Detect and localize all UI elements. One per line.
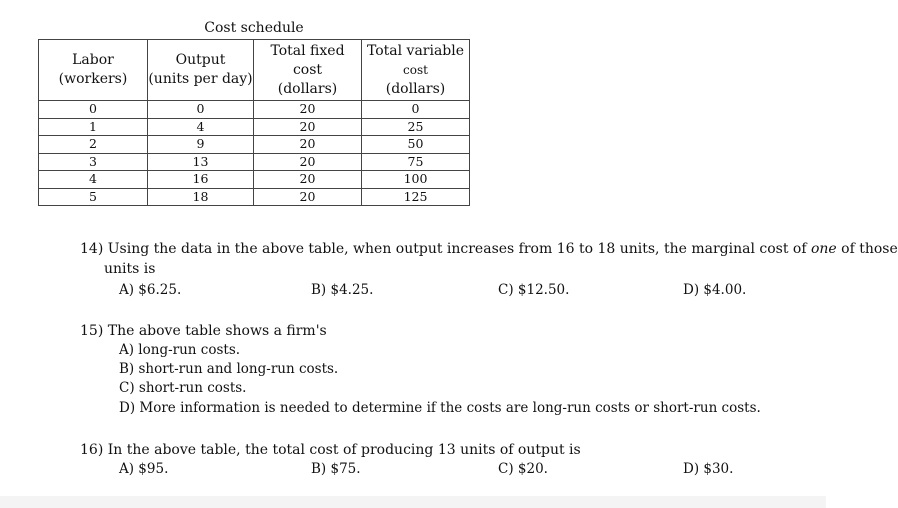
header-labor-line1: Labor	[72, 52, 114, 68]
q16-option-b: B) $75.	[311, 461, 361, 477]
cell-tvc: 0	[362, 101, 470, 119]
table-header-row	[39, 40, 470, 101]
q14-option-b: B) $4.25.	[311, 282, 374, 298]
cell-tvc: 125	[362, 188, 470, 206]
table-row	[39, 188, 470, 206]
header-labor	[39, 40, 148, 101]
q14-option-a: A) $6.25.	[119, 282, 182, 298]
q15-option-b: B) short-run and long-run costs.	[119, 361, 339, 377]
q14-option-c: C) $12.50.	[498, 282, 570, 298]
q14-emphasis: one	[810, 241, 837, 257]
table-caption: Cost schedule	[204, 20, 304, 36]
table-row	[39, 171, 470, 189]
q15-option-a: A) long-run costs.	[119, 342, 241, 358]
question-14-text	[80, 241, 898, 257]
cell-labor: 1	[39, 118, 148, 136]
cell-output: 13	[148, 153, 254, 171]
cell-tfc: 20	[254, 153, 362, 171]
header-labor-line2: (workers)	[58, 71, 128, 87]
table-row	[39, 118, 470, 136]
header-total-fixed-cost	[254, 40, 362, 101]
cell-output: 18	[148, 188, 254, 206]
header-tfc-line2: (dollars)	[277, 80, 338, 97]
header-output	[148, 40, 254, 101]
header-tvc-line1: Total variable	[366, 42, 465, 59]
cell-labor: 5	[39, 188, 148, 206]
q16-option-d: D) $30.	[683, 461, 734, 477]
cell-tvc: 50	[362, 136, 470, 154]
cost-schedule-table	[38, 39, 470, 206]
header-output-line2: (units per day)	[148, 71, 253, 87]
header-tvc-line3: (dollars)	[385, 80, 446, 97]
cell-output: 0	[148, 101, 254, 119]
cell-output: 4	[148, 118, 254, 136]
table-row	[39, 136, 470, 154]
q14-text-before: 14) Using the data in the above table, when output increases from 16 to 18 units, the marginal cost of	[80, 241, 811, 257]
cell-tfc: 20	[254, 136, 362, 154]
cell-tfc: 20	[254, 171, 362, 189]
cell-tfc: 20	[254, 101, 362, 119]
header-output-line1: Output	[175, 52, 226, 68]
cell-labor: 3	[39, 153, 148, 171]
cell-tfc: 20	[254, 188, 362, 206]
cell-tfc: 20	[254, 118, 362, 136]
q15-option-c: C) short-run costs.	[119, 380, 247, 396]
cell-tvc: 25	[362, 118, 470, 136]
q16-option-a: A) $95.	[119, 461, 169, 477]
cell-tvc: 75	[362, 153, 470, 171]
cell-labor: 2	[39, 136, 148, 154]
q16-option-c: C) $20.	[498, 461, 548, 477]
question-16-text: 16) In the above table, the total cost of producing 13 units of output is	[80, 442, 581, 458]
question-14-line2: units is	[104, 261, 156, 277]
question-15-text: 15) The above table shows a firm's	[80, 323, 327, 339]
q14-option-d: D) $4.00.	[683, 282, 747, 298]
header-total-variable-cost	[362, 40, 470, 101]
header-tvc-line2: cost	[403, 62, 428, 77]
table-row	[39, 153, 470, 171]
cell-labor: 4	[39, 171, 148, 189]
q14-text-after: of those	[836, 241, 898, 257]
q15-option-d: D) More information is needed to determine if the costs are long-run costs or short-run costs.	[119, 400, 761, 416]
cell-output: 9	[148, 136, 254, 154]
cell-labor: 0	[39, 101, 148, 119]
cell-output: 16	[148, 171, 254, 189]
bottom-band	[0, 496, 826, 508]
header-tfc-line1: Total fixed cost	[270, 42, 345, 78]
table-row	[39, 101, 470, 119]
cell-tvc: 100	[362, 171, 470, 189]
